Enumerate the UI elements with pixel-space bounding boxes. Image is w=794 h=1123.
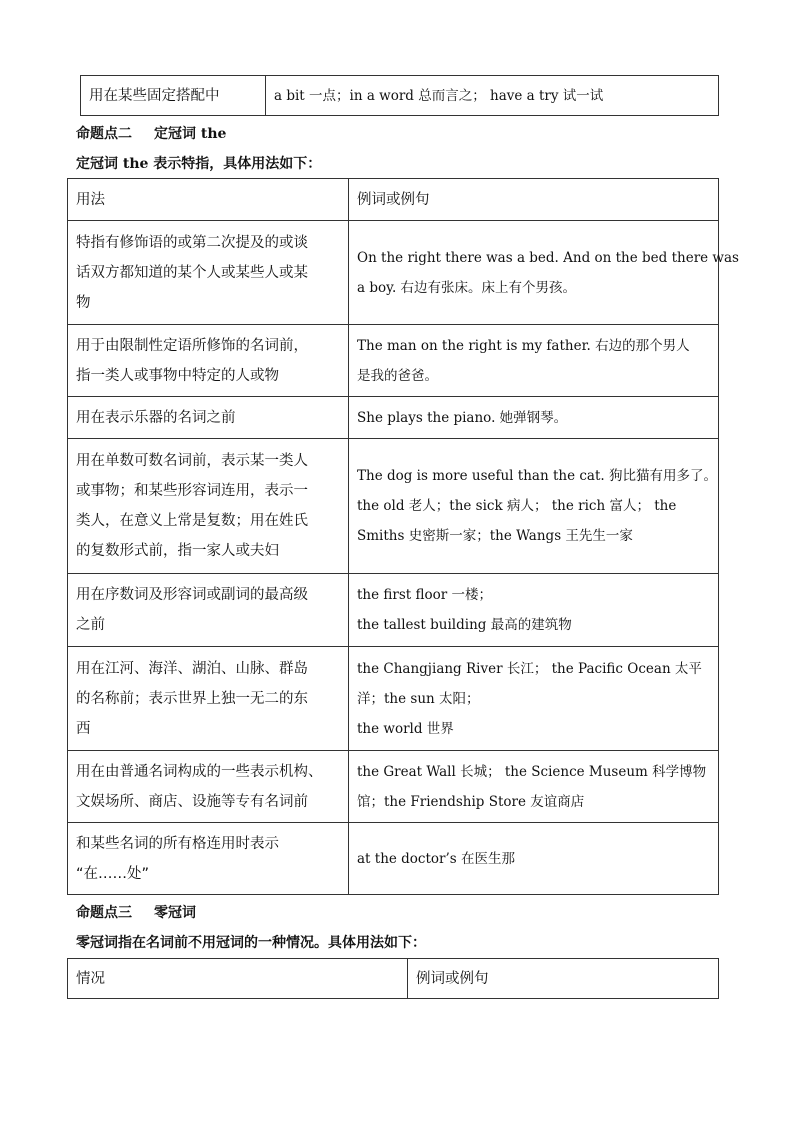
usage-line: 之前 xyxy=(76,617,105,633)
usage-cell: 用在某些固定搭配中 xyxy=(81,76,266,116)
example-cell xyxy=(349,574,719,647)
section2-intro: 定冠词 the 表示特指，具体用法如下： xyxy=(76,156,322,172)
example-cell xyxy=(349,647,719,751)
example-line: at the doctor’s 在医生那 xyxy=(357,850,516,867)
example-cell xyxy=(349,221,739,325)
usage-cell xyxy=(68,325,349,397)
usage-cell xyxy=(68,397,349,439)
table-header-row xyxy=(68,179,719,221)
example-line: the Great Wall 长城； the Science Museum 科学博物 xyxy=(357,763,707,780)
example-line: the first floor 一楼； xyxy=(357,587,493,603)
example-cell xyxy=(349,397,719,439)
usage-line: 物 xyxy=(76,294,91,311)
table-header-row xyxy=(68,959,719,999)
usage-line: 的复数形式前，指一家人或夫妇 xyxy=(76,543,279,559)
usage-line: 用在江河、海洋、湖泊、山脉、群岛 xyxy=(76,660,308,677)
example-line: Smiths 史密斯一家；the Wangs 王先生一家 xyxy=(357,528,633,544)
usage-line: 类人，在意义上常是复数；用在姓氏 xyxy=(76,513,308,529)
table-row xyxy=(68,823,719,895)
example-line: a boy. 右边有张床。床上有个男孩。 xyxy=(357,279,577,296)
example-line: the old 老人；the sick 病人； the rich 富人； the xyxy=(357,498,677,514)
usage-cell xyxy=(68,574,349,647)
section3-heading xyxy=(76,902,196,922)
example-line: 洋；the sun 太阳； xyxy=(357,690,480,707)
example-cell xyxy=(349,439,719,574)
example-line: the tallest building 最高的建筑物 xyxy=(357,617,572,633)
table-row xyxy=(68,574,719,647)
example-line: the Changjiang River 长江； the Pacific Ocean 太平 xyxy=(357,660,702,677)
example-line: On the right there was a bed. And on the bed there was xyxy=(357,249,739,266)
usage-line: 用在序数词及形容词或副词的最高级 xyxy=(76,587,308,603)
header-usage: 用法 xyxy=(68,179,349,221)
example-line: the world 世界 xyxy=(357,720,454,737)
usage-cell xyxy=(68,823,349,895)
section2-topic: 定冠词 the xyxy=(154,126,227,142)
usage-line: 文娱场所、商店、设施等专有名词前 xyxy=(76,793,308,810)
example-cell xyxy=(349,325,719,397)
example-cell xyxy=(349,823,719,895)
section3-intro: 零冠词指在名词前不用冠词的一种情况。具体用法如下： xyxy=(76,935,426,951)
zero-article-table xyxy=(67,958,719,999)
example-line: 馆；the Friendship Store 友谊商店 xyxy=(357,793,585,810)
usage-line: 用于由限制性定语所修饰的名词前， xyxy=(76,337,308,354)
usage-line: 特指有修饰语的或第二次提及的或谈 xyxy=(76,234,308,251)
usage-cell xyxy=(68,221,349,325)
usage-line: 或事物；和某些形容词连用，表示一 xyxy=(76,483,308,499)
usage-line: 用在表示乐器的名词之前 xyxy=(76,409,236,426)
usage-line: 指一类人或事物中特定的人或物 xyxy=(76,367,279,384)
usage-line: “在……处” xyxy=(76,865,150,882)
section3-label: 命题点三 xyxy=(76,905,132,921)
usage-line: 话双方都知道的某个人或某些人或某 xyxy=(76,264,308,281)
example-cell xyxy=(349,751,719,823)
table-row xyxy=(81,76,719,116)
example-line: The man on the right is my father. 右边的那个男人 xyxy=(357,337,690,354)
table-row xyxy=(68,325,719,397)
header-example: 例词或例句 xyxy=(408,959,719,999)
table-row xyxy=(68,751,719,823)
section3-topic: 零冠词 xyxy=(154,905,196,921)
table-row xyxy=(68,221,719,325)
table-row xyxy=(68,647,719,751)
example-line: 是我的爸爸。 xyxy=(357,367,438,384)
example-cell: a bit 一点；in a word 总而言之； have a try 试一试 xyxy=(266,76,719,116)
section2-label: 命题点二 xyxy=(76,126,132,142)
usage-line: 西 xyxy=(76,720,91,737)
usage-line: 和某些名词的所有格连用时表示 xyxy=(76,835,279,852)
example-line: The dog is more useful than the cat. 狗比猫有用多了。 xyxy=(357,468,717,484)
usage-cell xyxy=(68,647,349,751)
usage-line: 的名称前；表示世界上独一无二的东 xyxy=(76,690,308,707)
top-table xyxy=(80,75,719,116)
header-example: 例词或例句 xyxy=(349,179,719,221)
header-situation: 情况 xyxy=(68,959,408,999)
table-row xyxy=(68,439,719,574)
usage-line: 用在单数可数名词前，表示某一类人 xyxy=(76,453,308,469)
example-line: She plays the piano. 她弹钢琴。 xyxy=(357,409,568,426)
section2-heading xyxy=(76,123,226,143)
usage-cell xyxy=(68,751,349,823)
usage-cell xyxy=(68,439,349,574)
usage-line: 用在由普通名词构成的一些表示机构、 xyxy=(76,763,323,780)
definite-article-table xyxy=(67,178,739,895)
table-row xyxy=(68,397,719,439)
